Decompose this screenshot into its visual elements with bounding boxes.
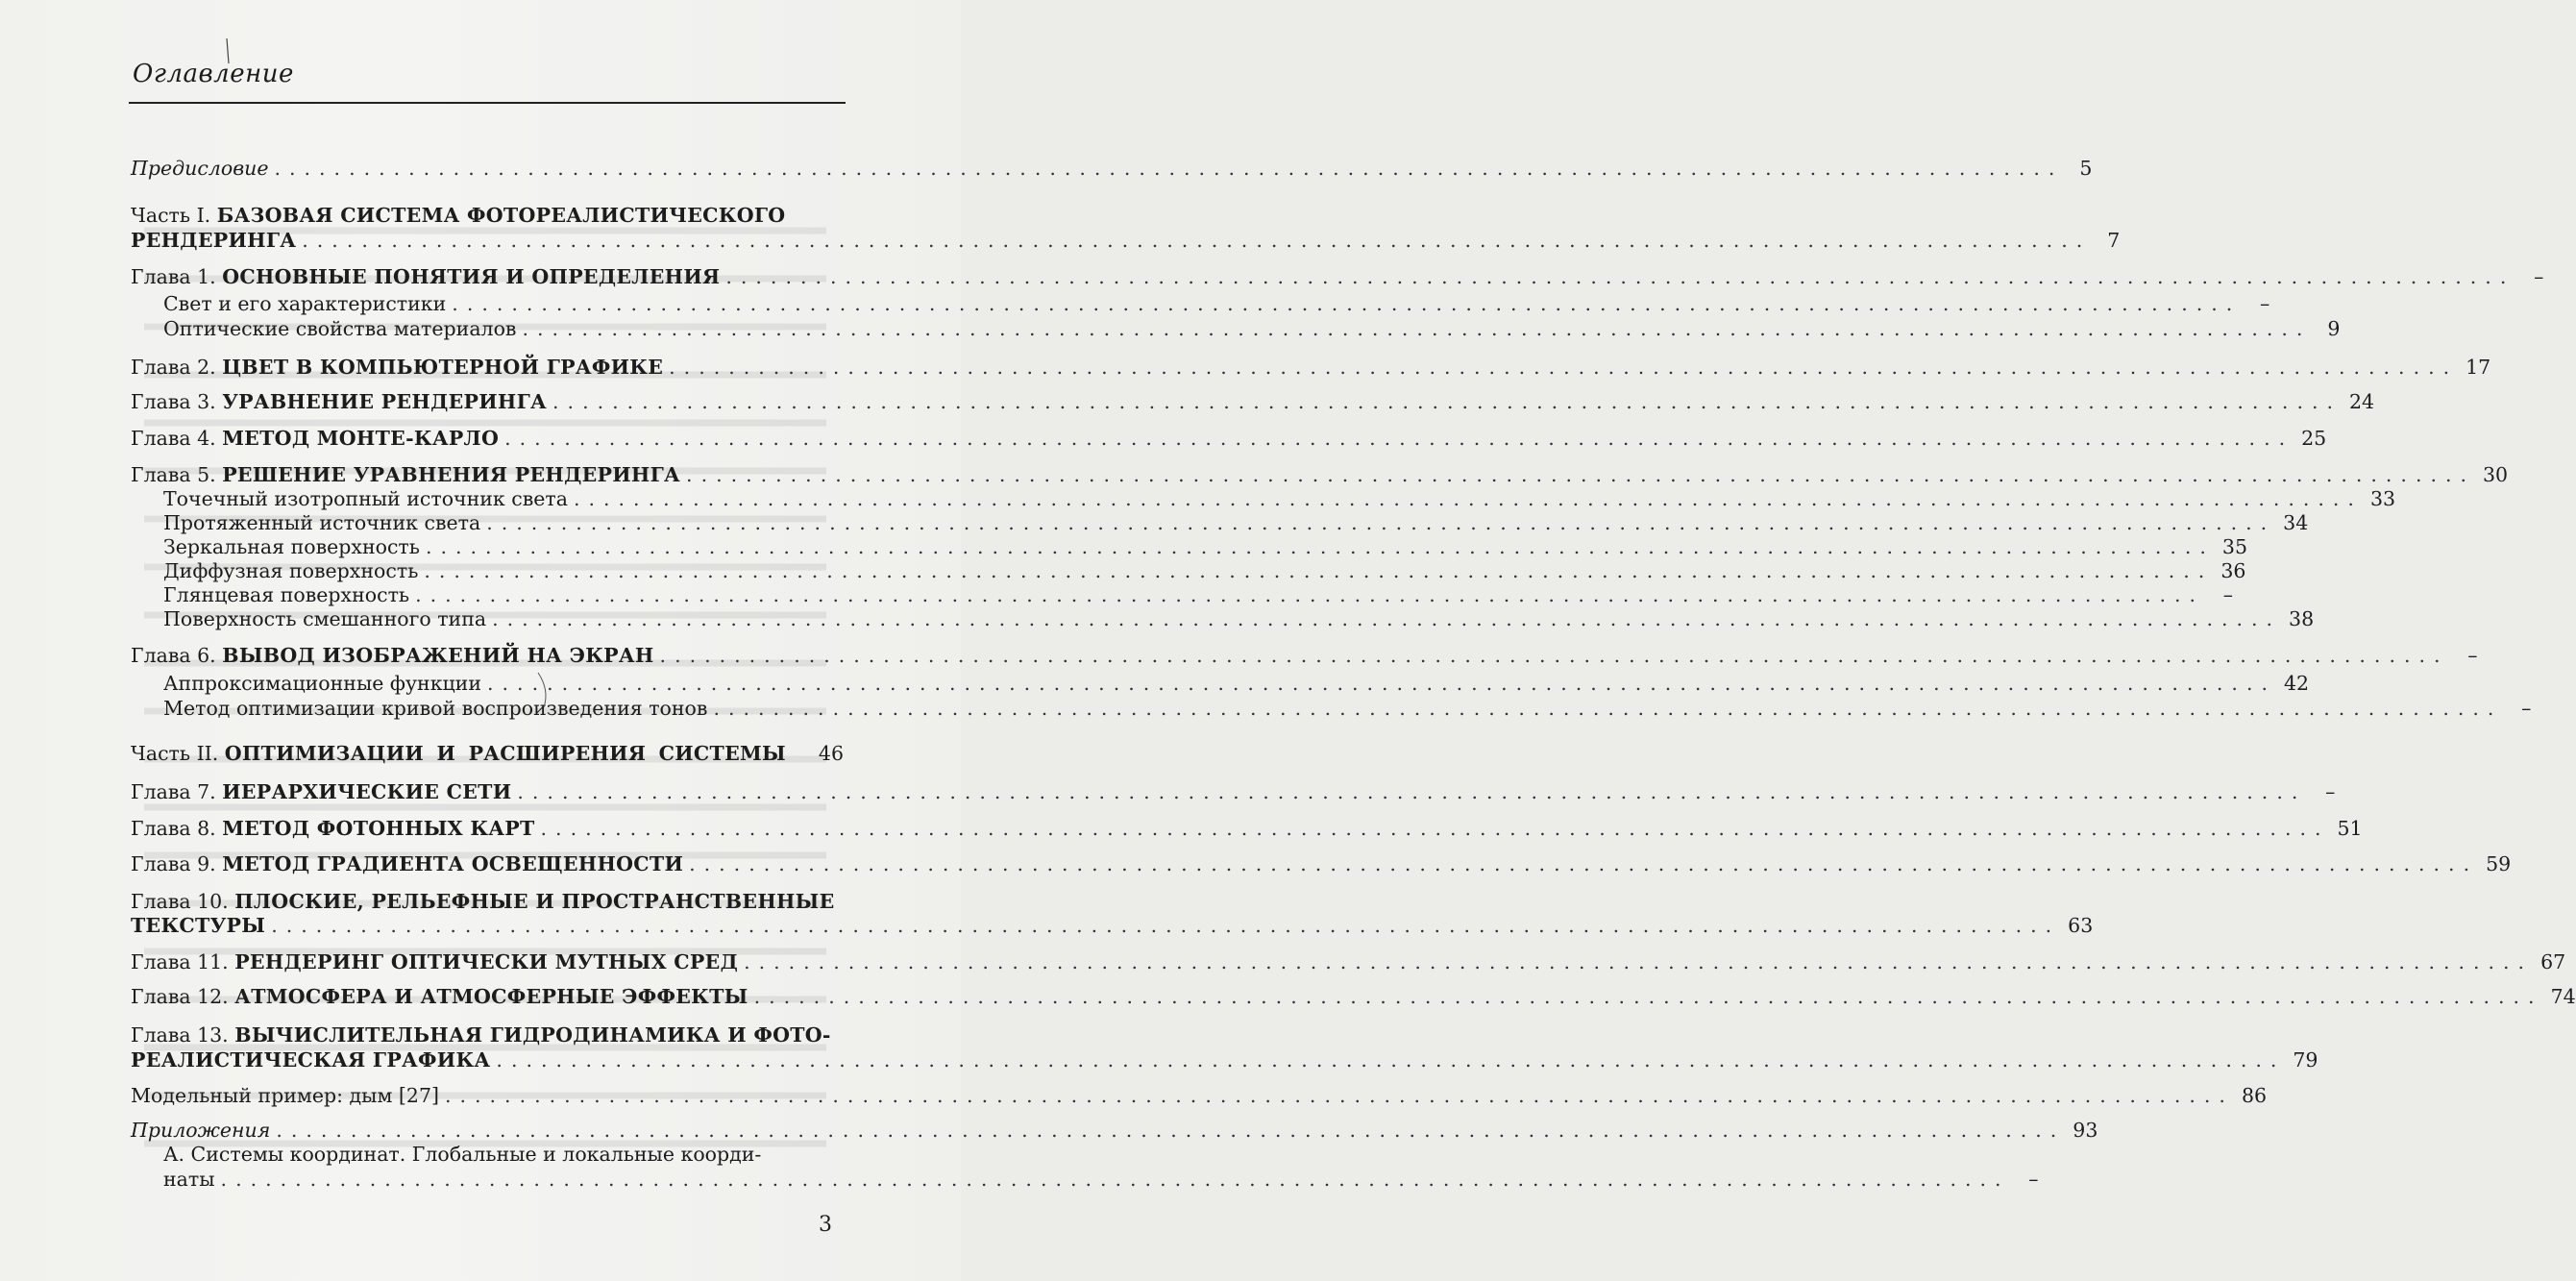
chapter-title: РЕНДЕРИНГ ОПТИЧЕСКИ МУТНЫХ СРЕД: [234, 950, 739, 973]
chapter-title: АТМОСФЕРА И АТМОСФЕРНЫЕ ЭФФЕКТЫ: [234, 985, 748, 1008]
toc-entry-section[interactable]: [163, 671, 2310, 696]
toc-entry-example[interactable]: [131, 1083, 2268, 1108]
chapter-title: ВЫЧИСЛИТЕЛЬНАЯ ГИДРОДИНАМИКА И ФОТО-: [234, 1023, 831, 1047]
toc-entry-chapter-10-line1[interactable]: [131, 889, 844, 914]
chapter-prefix: Глава 12.: [131, 985, 235, 1008]
leader-dots: ........................................................................................................................: [573, 487, 2363, 510]
toc-entry-page: 35: [2221, 535, 2247, 558]
toc-entry-page: –: [2534, 265, 2544, 288]
toc-entry-label: Протяженный источник света: [163, 511, 481, 534]
toc-entry-label: Зеркальная поверхность: [163, 535, 420, 558]
toc-entry-section[interactable]: [163, 510, 2309, 535]
toc-entry-page: 5: [2079, 157, 2093, 180]
toc-entry-chapter-1[interactable]: [131, 264, 2544, 289]
chapter-prefix: Глава 4.: [131, 427, 223, 450]
toc-entry-part2[interactable]: [131, 741, 844, 766]
toc-entry-chapter-7[interactable]: [131, 779, 2336, 804]
toc-entry-label: А. Системы координат. Глобальные и локальные коорди-: [163, 1143, 762, 1166]
toc-entry-page: 17: [2466, 356, 2491, 379]
toc-entry-page: 36: [2220, 559, 2246, 582]
toc-entry-label: РЕАЛИСТИЧЕСКАЯ ГРАФИКА: [131, 1048, 491, 1072]
toc-entry-label: Поверхность смешанного типа: [163, 607, 487, 630]
chapter-prefix: Глава 9.: [131, 852, 223, 875]
toc-entry-page: 79: [2293, 1048, 2318, 1072]
toc-entry-section[interactable]: [163, 291, 2270, 316]
page-number: 3: [819, 1213, 832, 1237]
toc-entry-page: 24: [2349, 390, 2375, 413]
leader-dots: ........................................................................................................................: [274, 157, 2064, 180]
toc-entry-label: Свет и его характеристики: [163, 292, 447, 315]
leader-dots: ........................................................................................................................: [753, 985, 2543, 1008]
leader-dots: ........................................................................................................................: [486, 511, 2276, 534]
part-title: БАЗОВАЯ СИСТЕМА ФОТОРЕАЛИСТИЧЕСКОГО: [216, 204, 786, 227]
chapter-prefix: Глава 6.: [131, 644, 223, 667]
chapter-title: МЕТОД МОНТЕ-КАРЛО: [222, 427, 500, 450]
leader-dots: ........................................................................................................................: [425, 535, 2215, 558]
chapter-title: ПЛОСКИЕ, РЕЛЬЕФНЫЕ И ПРОСТРАНСТВЕННЫЕ: [234, 890, 835, 913]
part-prefix: Часть II.: [131, 742, 225, 765]
toc-entry-chapter-6[interactable]: [131, 643, 2478, 668]
leader-dots: ........................................................................................................................: [487, 672, 2276, 695]
chapter-prefix: Глава 13.: [131, 1023, 235, 1047]
leader-dots: ........................................................................................................................: [492, 607, 2282, 630]
toc-entry-section[interactable]: [163, 316, 2341, 341]
chapter-title: РЕШЕНИЕ УРАВНЕНИЯ РЕНДЕРИНГА: [222, 463, 681, 486]
toc-entry-label: Диффузная поверхность: [163, 559, 419, 582]
toc-entry-label: Метод оптимизации кривой воспроизведения тонов: [163, 697, 708, 720]
chapter-prefix: Глава 3.: [131, 390, 223, 413]
chapter-title: ИЕРАРХИЧЕСКИЕ СЕТИ: [222, 780, 512, 803]
toc-entry-page: 46: [818, 742, 844, 765]
toc-entry-page: 86: [2241, 1084, 2268, 1107]
toc-entry-chapter-12[interactable]: [131, 984, 2576, 1009]
chapter-prefix: Глава 7.: [131, 780, 223, 803]
toc-entry-page: 38: [2289, 607, 2315, 630]
chapter-prefix: Глава 1.: [131, 265, 223, 288]
part-prefix: Часть I.: [131, 204, 217, 227]
chapter-title: ОСНОВНЫЕ ПОНЯТИЯ И ОПРЕДЕЛЕНИЯ: [222, 265, 721, 288]
toc-entry-chapter-13-line1[interactable]: [131, 1022, 844, 1047]
leader-dots: ........................................................................................................................: [522, 317, 2312, 340]
toc-entry-label: Предисловие: [131, 157, 269, 180]
leader-dots: ........................................................................................................................: [540, 817, 2330, 840]
leader-dots: ........................................................................................................................: [744, 950, 2534, 973]
toc-entry-chapter-3[interactable]: [131, 389, 2375, 414]
toc-entry-section[interactable]: [163, 696, 2532, 721]
leader-dots: ........................................................................................................................: [659, 644, 2449, 667]
toc-entry-label: Точечный изотропный источник света: [163, 487, 568, 510]
leader-dots: ........................................................................................................................: [686, 463, 2476, 486]
toc-entry-preface[interactable]: [131, 156, 2093, 181]
toc-entry-page: 42: [2283, 672, 2310, 695]
toc-entry-label: ТЕКСТУРЫ: [131, 914, 266, 937]
toc-entry-label: наты: [163, 1168, 215, 1191]
toc-entry-section[interactable]: [163, 606, 2315, 631]
toc-entry-page: 34: [2283, 511, 2309, 534]
toc-entry-label: Аппроксимационные функции: [163, 672, 482, 695]
chapter-title: УРАВНЕНИЕ РЕНДЕРИНГА: [222, 390, 548, 413]
page-title: Оглавление: [133, 60, 294, 88]
chapter-prefix: Глава 8.: [131, 817, 223, 840]
toc-entry-page: –: [2028, 1168, 2039, 1191]
toc-entry-page: –: [2467, 644, 2478, 667]
toc-entry-page: 9: [2327, 317, 2341, 340]
leader-dots: ........................................................................................................................: [725, 265, 2515, 288]
toc-entry-chapter-11[interactable]: [131, 949, 2566, 974]
toc-entry-section[interactable]: [163, 582, 2234, 607]
toc-entry-label: Приложения: [131, 1119, 271, 1142]
leader-dots: ........................................................................................................................: [669, 356, 2459, 379]
toc-entry-appendix-a[interactable]: [163, 1167, 2039, 1192]
chapter-prefix: Глава 2.: [131, 356, 223, 379]
toc-entry-chapter-2[interactable]: [131, 355, 2491, 380]
leader-dots: ........................................................................................................................: [424, 559, 2214, 582]
toc-entry-page: 25: [2301, 427, 2327, 450]
toc-entry-page: 93: [2073, 1119, 2098, 1142]
leader-dots: ........................................................................................................................: [444, 1084, 2234, 1107]
toc-entry-chapter-5[interactable]: [131, 462, 2509, 487]
chapter-title: МЕТОД ГРАДИЕНТА ОСВЕЩЕННОСТИ: [222, 852, 684, 875]
toc-entry-label: РЕНДЕРИНГА: [131, 229, 297, 252]
toc-entry-page: –: [2521, 697, 2532, 720]
toc-entry-page: 51: [2337, 817, 2363, 840]
toc-entry-page: 67: [2540, 950, 2566, 973]
toc-entry-page: –: [2325, 780, 2336, 803]
leader-dots: ........................................................................................................................: [517, 780, 2307, 803]
chapter-title: ЦВЕТ В КОМПЬЮТЕРНОЙ ГРАФИКЕ: [222, 356, 664, 379]
toc-entry-page: 74: [2550, 985, 2576, 1008]
chapter-title: МЕТОД ФОТОННЫХ КАРТ: [222, 817, 535, 840]
toc-entry-part1-line1[interactable]: [131, 203, 844, 228]
toc-entry-page: –: [2260, 292, 2270, 315]
toc-entry-appendix-a-line1[interactable]: [163, 1142, 844, 1167]
chapter-prefix: Глава 11.: [131, 950, 235, 973]
toc-entry-chapter-8[interactable]: [131, 816, 2363, 841]
chapter-prefix: Глава 10.: [131, 890, 235, 913]
leader-dots: ........................................................................................................................: [271, 914, 2061, 937]
toc-entry-chapter-10[interactable]: [131, 913, 2094, 938]
toc-entry-section[interactable]: [163, 558, 2246, 583]
toc-entry-page: 33: [2369, 487, 2396, 510]
toc-entry-page: 7: [2107, 229, 2121, 252]
toc-entry-page: –: [2222, 583, 2234, 606]
toc-entry-chapter-9[interactable]: [131, 851, 2512, 876]
toc-entry-page: 63: [2068, 914, 2094, 937]
leader-dots: ........................................................................................................................: [220, 1168, 2010, 1191]
chapter-prefix: Глава 5.: [131, 463, 223, 486]
leader-dots: ........................................................................................................................: [415, 583, 2205, 606]
toc-entry-part1[interactable]: [131, 228, 2121, 253]
leader-dots: ........................................................................................................................: [452, 292, 2242, 315]
toc-entry-section[interactable]: [163, 534, 2247, 559]
leader-dots: ........................................................................................................................: [302, 229, 2092, 252]
toc-entry-section[interactable]: [163, 486, 2396, 511]
leader-dots: ........................................................................................................................: [689, 852, 2479, 875]
toc-entry-page: 30: [2483, 463, 2509, 486]
leader-dots: ........................................................................................................................: [496, 1048, 2286, 1072]
toc-entry-chapter-4[interactable]: [131, 426, 2327, 451]
chapter-title: ВЫВОД ИЗОБРАЖЕНИЙ НА ЭКРАН: [222, 644, 654, 667]
toc-entry-page: 59: [2486, 852, 2512, 875]
toc-entry-appendix[interactable]: [131, 1118, 2098, 1143]
leader-dots: ........................................................................................................................: [713, 697, 2503, 720]
toc-entry-label: Глянцевая поверхность: [163, 583, 410, 606]
leader-dots: ........................................................................................................................: [276, 1119, 2066, 1142]
toc-entry-label: Оптические свойства материалов: [163, 317, 517, 340]
leader-dots: ........................................................................................................................: [552, 390, 2342, 413]
toc-entry-label: Модельный пример: дым [27]: [131, 1084, 439, 1107]
leader-dots: ........................................................................................................................: [504, 427, 2294, 450]
toc-entry-chapter-13[interactable]: [131, 1047, 2318, 1072]
part-title: ОПТИМИЗАЦИИ И РАСШИРЕНИЯ СИСТЕМЫ: [224, 742, 786, 765]
